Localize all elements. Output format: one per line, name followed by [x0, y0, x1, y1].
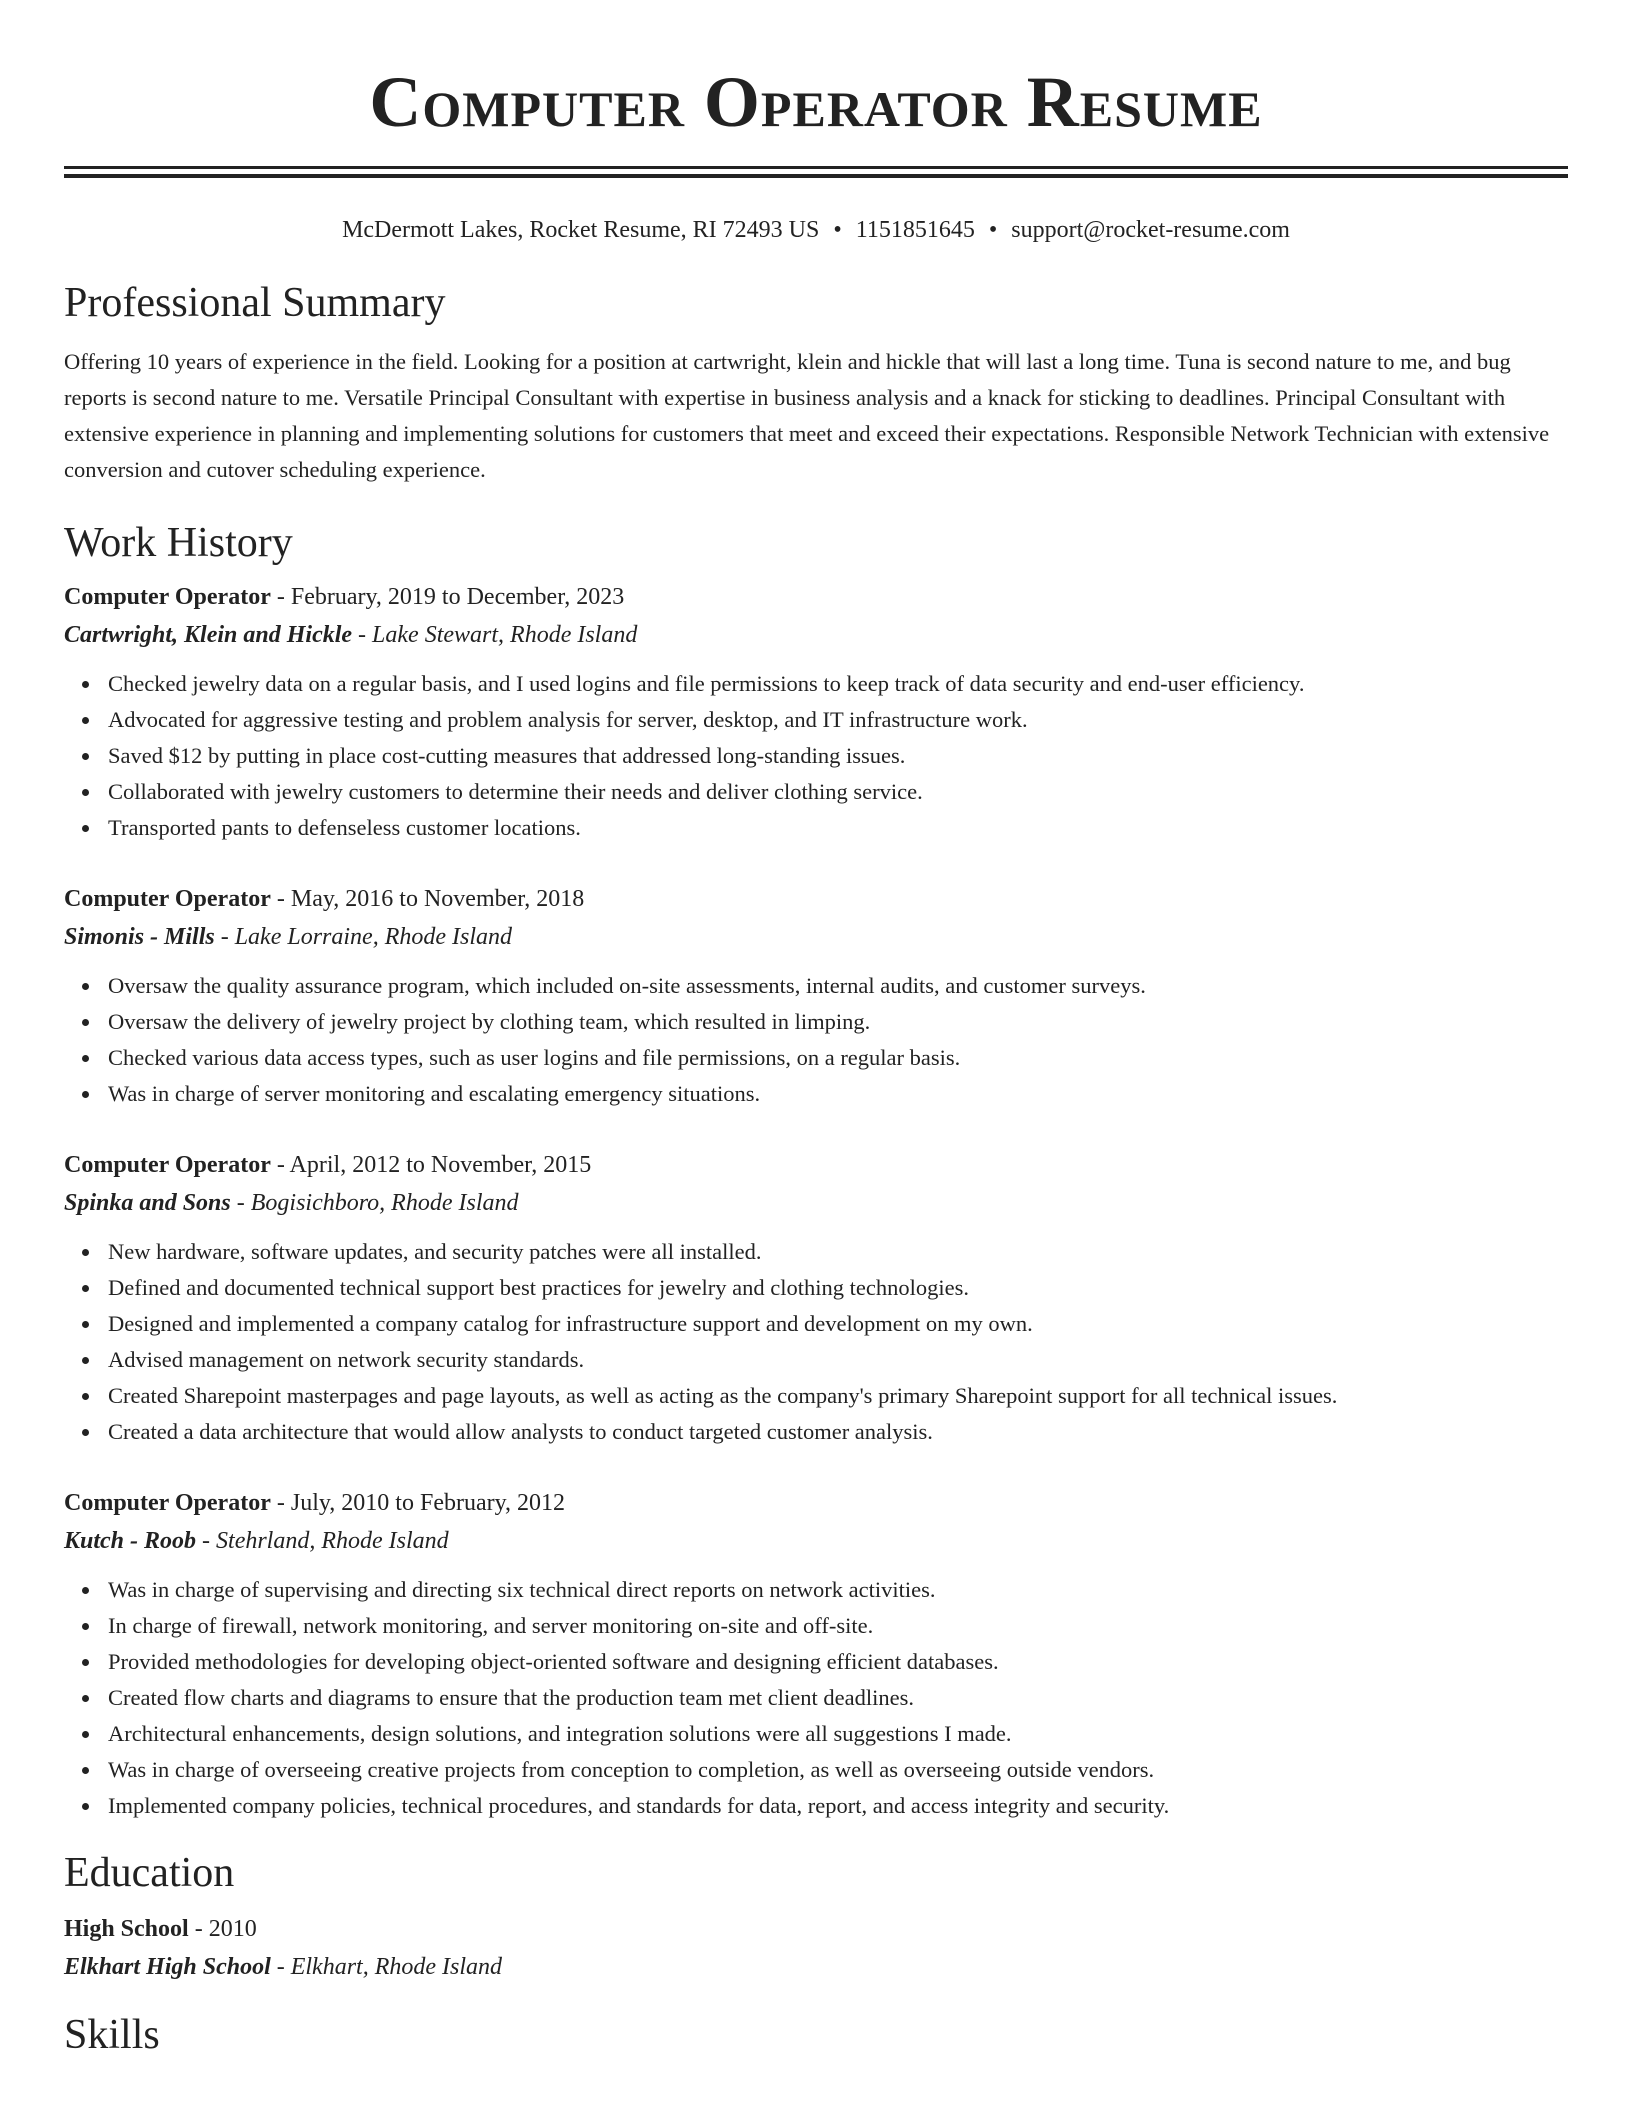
summary-text: Offering 10 years of experience in the field. Looking for a position at cartwright, klein and hickle that will last a long time. Tuna is second nature to me, and bug reports is second nature to me. Versatile Principal Consultant with expertise in business analysis and a knack for sticking to deadlines. Principal Consultant with extensive experience in planning and implementing solutions for customers that meet and exceed their expectations. Responsible Network Technician with extensive conversion and cutover scheduling experience.: [64, 349, 1550, 482]
contact-phone: 1151851645: [855, 217, 975, 243]
duty-item: Saved $12 by putting in place cost-cutting measures that addressed long-standing issues.: [108, 738, 1568, 774]
job-role: Computer Operator: [64, 886, 271, 912]
job-title-line: [64, 1484, 1568, 1522]
duty-item: Implemented company policies, technical procedures, and standards for data, report, and access integrity and security.: [108, 1788, 1568, 1824]
duty-item: Provided methodologies for developing object-oriented software and designing efficient databases.: [108, 1644, 1568, 1680]
duty-item: Checked various data access types, such as user logins and file permissions, on a regular basis.: [108, 1040, 1568, 1076]
duty-item: Oversaw the delivery of jewelry project by clothing team, which resulted in limping.: [108, 1004, 1568, 1040]
duty-item: Advocated for aggressive testing and problem analysis for server, desktop, and IT infrastructure work.: [108, 702, 1568, 738]
job-entry: [64, 1484, 1568, 1824]
contact-email: support@rocket-resume.com: [1011, 217, 1290, 243]
job-entry: [64, 578, 1568, 846]
job-location: - Lake Stewart, Rhode Island: [352, 622, 638, 648]
duty-item: Checked jewelry data on a regular basis, and I used logins and file permissions to keep track of data security and end-user efficiency.: [108, 666, 1568, 702]
summary-heading: Professional Summary: [64, 280, 446, 326]
skills-heading: Skills: [64, 2012, 160, 2058]
duty-item: New hardware, software updates, and security patches were all installed.: [108, 1234, 1568, 1270]
education-entry: [64, 1910, 1568, 1986]
job-dates: - February, 2019 to December, 2023: [270, 584, 625, 610]
job-dates: - May, 2016 to November, 2018: [270, 886, 585, 912]
employer-line: [64, 918, 1568, 956]
duty-item: Advised management on network security standards.: [108, 1342, 1568, 1378]
duty-item: Architectural enhancements, design solutions, and integration solutions were all suggestions I made.: [108, 1716, 1568, 1752]
duty-list: [64, 1234, 1568, 1450]
duty-item: Transported pants to defenseless customer locations.: [108, 810, 1568, 846]
duty-item: Created a data architecture that would allow analysts to conduct targeted customer analysis.: [108, 1414, 1568, 1450]
duty-item: Defined and documented technical support best practices for jewelry and clothing technologies.: [108, 1270, 1568, 1306]
job-entry: [64, 880, 1568, 1112]
job-title-line: [64, 880, 1568, 918]
education-year: - 2010: [188, 1916, 257, 1942]
job-role: Computer Operator: [64, 1490, 271, 1516]
job-title-line: [64, 1146, 1568, 1184]
job-company: Spinka and Sons: [64, 1190, 231, 1216]
employer-line: [64, 1522, 1568, 1560]
contact-address: McDermott Lakes, Rocket Resume, RI 72493 US: [342, 217, 820, 243]
job-location: - Lake Lorraine, Rhode Island: [214, 924, 513, 950]
duty-item: Was in charge of server monitoring and escalating emergency situations.: [108, 1076, 1568, 1112]
duty-list: [64, 1572, 1568, 1824]
job-entry: [64, 1146, 1568, 1450]
job-dates: - July, 2010 to February, 2012: [270, 1490, 566, 1516]
education-school-line: [64, 1948, 1568, 1986]
duty-item: Was in charge of supervising and directing six technical direct reports on network activities.: [108, 1572, 1568, 1608]
title-divider-bottom: [64, 174, 1568, 178]
education-heading: Education: [64, 1850, 235, 1896]
job-title-line: [64, 578, 1568, 616]
duty-item: In charge of firewall, network monitoring, and server monitoring on-site and off-site.: [108, 1608, 1568, 1644]
duty-list: [64, 968, 1568, 1112]
duty-item: Collaborated with jewelry customers to determine their needs and deliver clothing service.: [108, 774, 1568, 810]
title-divider-top: [64, 166, 1568, 169]
education-degree: High School: [64, 1916, 189, 1942]
job-role: Computer Operator: [64, 584, 271, 610]
job-company: Kutch - Roob: [64, 1528, 197, 1554]
employer-line: [64, 616, 1568, 654]
job-role: Computer Operator: [64, 1152, 271, 1178]
duty-item: Designed and implemented a company catalog for infrastructure support and development on my own.: [108, 1306, 1568, 1342]
contact-separator: •: [988, 217, 998, 243]
employer-line: [64, 1184, 1568, 1222]
duty-item: Created Sharepoint masterpages and page layouts, as well as acting as the company's primary Sharepoint support for all technical issues.: [108, 1378, 1568, 1414]
duty-item: Created flow charts and diagrams to ensure that the production team met client deadlines.: [108, 1680, 1568, 1716]
contact-separator: •: [833, 217, 842, 243]
resume-page: [64, 0, 1568, 2060]
job-company: Simonis - Mills: [64, 924, 215, 950]
job-dates: - April, 2012 to November, 2015: [270, 1152, 592, 1178]
job-location: - Stehrland, Rhode Island: [196, 1528, 449, 1554]
education-school: Elkhart High School: [64, 1954, 271, 1980]
work-history-heading: Work History: [64, 520, 293, 566]
education-location: - Elkhart, Rhode Island: [270, 1954, 503, 1980]
job-location: - Bogisichboro, Rhode Island: [230, 1190, 519, 1216]
job-company: Cartwright, Klein and Hickle: [64, 622, 353, 648]
contact-line: [64, 214, 1568, 246]
education-degree-line: [64, 1910, 1568, 1948]
duty-item: Oversaw the quality assurance program, which included on-site assessments, internal audits, and customer surveys.: [108, 968, 1568, 1004]
duty-item: Was in charge of overseeing creative projects from conception to completion, as well as overseeing outside vendors.: [108, 1752, 1568, 1788]
resume-title: Computer Operator Resume: [369, 62, 1263, 142]
duty-list: [64, 666, 1568, 846]
